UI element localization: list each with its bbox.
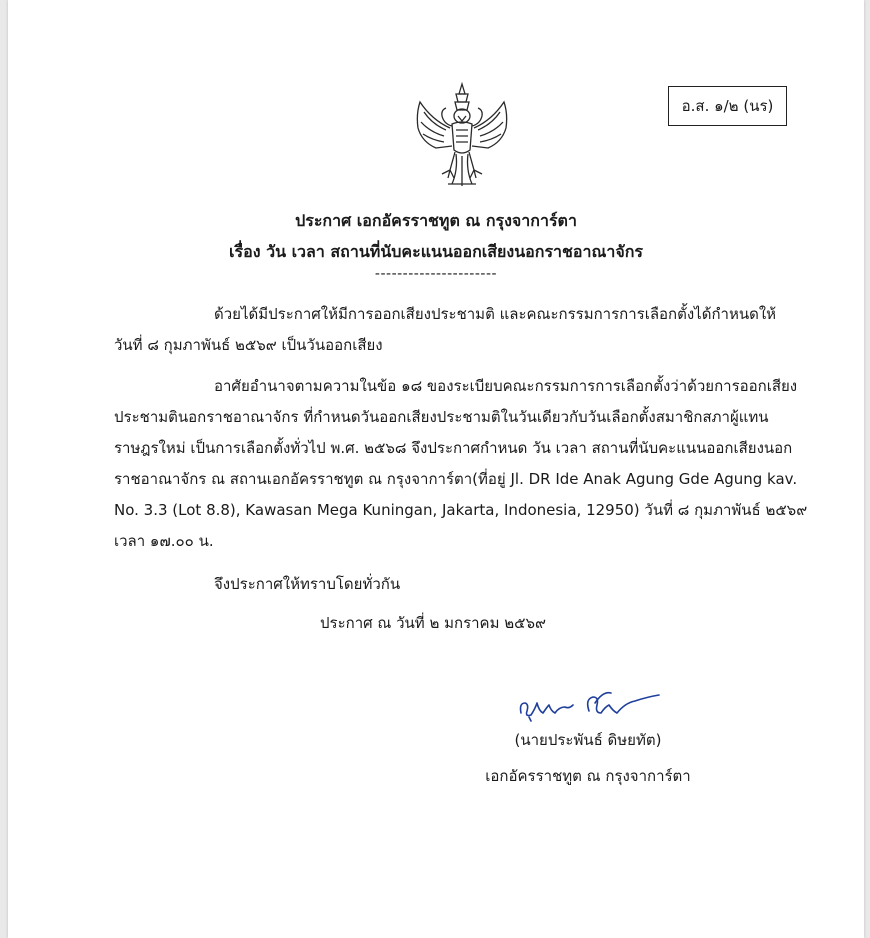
- signer-name: (นายประพันธ์ ดิษยทัต): [514, 731, 662, 749]
- paragraph2-line: ประชามตินอกราชอาณาจักร ที่กำหนดวันออกเสียงประชามติในวันเดียวกับวันเลือกตั้งสมาชิกสภาผู้แทน: [114, 408, 769, 426]
- garuda-emblem-icon: [406, 80, 518, 192]
- handwritten-signature: [513, 683, 663, 725]
- paragraph1-line: วันที่ ๘ กุมภาพันธ์ ๒๕๖๙ เป็นวันออกเสียง: [114, 336, 383, 354]
- paragraph1-line: ด้วยได้มีประกาศให้มีการออกเสียงประชามติ และคณะกรรมการการเลือกตั้งได้กำหนดให้: [214, 305, 777, 323]
- announcement-subject: เรื่อง วัน เวลา สถานที่นับคะแนนออกเสียงนอกราชอาณาจักร: [229, 242, 643, 261]
- paragraph2-line: No. 3.3 (Lot 8.8), Kawasan Mega Kuningan, Jakarta, Indonesia, 12950) วันที่ ๘ กุมภาพันธ์ ๒๕๖๙: [114, 501, 808, 519]
- signer-position: เอกอัครราชทูต ณ กรุงจาการ์ตา: [485, 767, 691, 785]
- paragraph2-line: ราชอาณาจักร ณ สถานเอกอัครราชทูต ณ กรุงจาการ์ตา(ที่อยู่ Jl. DR Ide Anak Agung Gde Agung kav.: [114, 470, 798, 488]
- document-page: [8, 0, 864, 938]
- paragraph2-line: เวลา ๑๗.๐๐ น.: [114, 532, 214, 550]
- closing-statement: จึงประกาศให้ทราบโดยทั่วกัน: [214, 575, 401, 593]
- paragraph2-line: ราษฎรใหม่ เป็นการเลือกตั้งทั่วไป พ.ศ. ๒๕๖๘ จึงประกาศกำหนด วัน เวลา สถานที่นับคะแนนออกเสียงนอก: [114, 439, 793, 457]
- announcement-title: ประกาศ เอกอัครราชทูต ณ กรุงจาการ์ตา: [295, 211, 577, 230]
- title-divider: ----------------------: [374, 266, 498, 282]
- paragraph2-line: อาศัยอำนาจตามความในข้อ ๑๘ ของระเบียบคณะกรรมการการเลือกตั้งว่าด้วยการออกเสียง: [214, 377, 798, 395]
- announcement-date: ประกาศ ณ วันที่ ๒ มกราคม ๒๕๖๙: [320, 614, 546, 632]
- form-code-box: อ.ส. ๑/๒ (นร): [668, 86, 787, 126]
